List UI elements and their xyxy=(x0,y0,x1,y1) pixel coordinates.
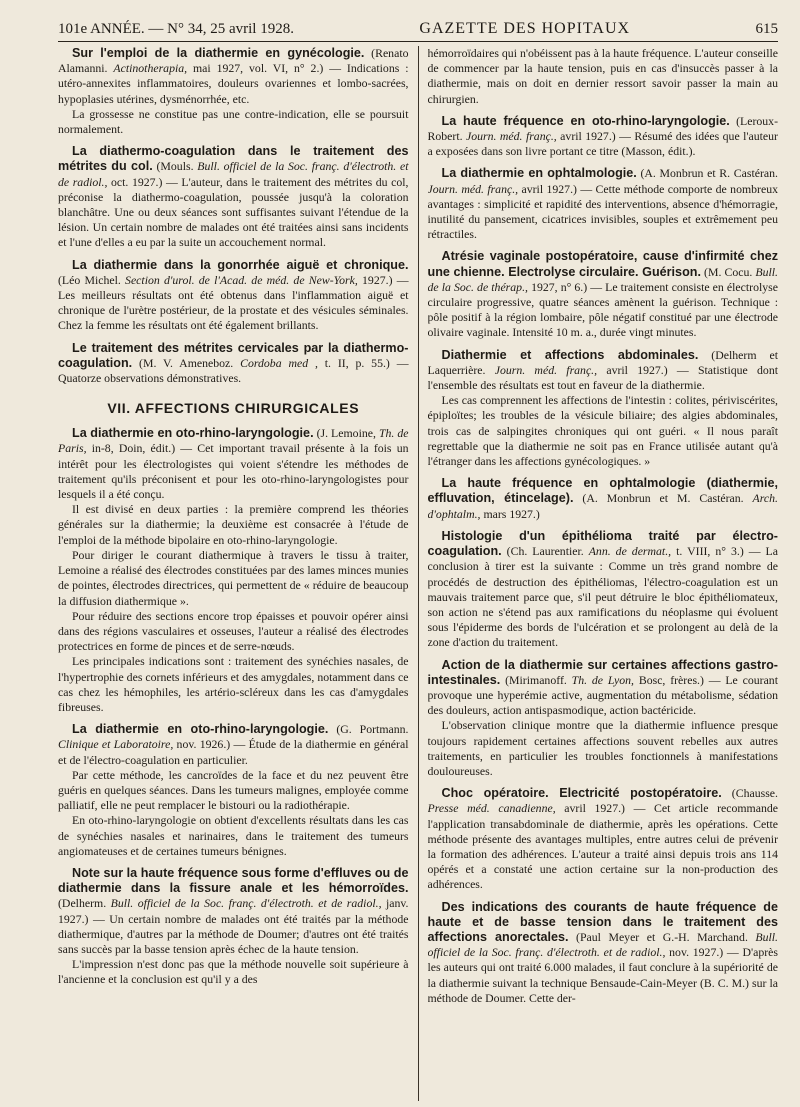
article-reference: (Paul Meyer et G.-H. Marchand. xyxy=(568,929,756,944)
article-title: La diathermie en ophtalmologie. xyxy=(441,166,637,181)
article-summary: 1927.) — Les meilleurs résultats ont été obtenus dans l'inflammation aiguë et chronique de l'urètre postérieur, de la prostate et des vésicules séminales. Chez la femme les résultats ont été également brillants. xyxy=(58,272,409,333)
article-summary: avril 1927.) — Cet article recommande l'application transabdominale de diathermie, après les opérations. Cette méthode présente des avantages multiples, entre autres celui de prévenir la formation des adhérences. L'auteur a traité ainsi depuis trois ans 114 opérés et a constaté une action certaine sur la non-production des adhérences. xyxy=(427,801,778,892)
article-title: La diathermo-coagulation dans le traitement des métrites du col. xyxy=(58,144,409,174)
article-source: Journ. méd. franç., xyxy=(494,362,598,377)
article-summary: 1927, n° 6.) — Le traitement consiste en électrolyse circulaire progressive, quatre séances amènent la guérison. Technique : pôle positif à la région lombaire, pôle négatif constitué par une électrode olivaire vaginale. Intensité 10 m. a., durée vingt minutes. xyxy=(427,279,778,340)
article-title: Sur l'emploi de la diathermie en gynécologie. xyxy=(72,46,365,60)
article-source: Ann. de dermat., xyxy=(588,544,672,559)
article-entry xyxy=(428,786,779,892)
article-summary: nov. 1926.) — Étude de la diathermie en général et de l'électro-coagulation en particulier. xyxy=(58,737,409,767)
article-entry xyxy=(428,249,779,340)
article-entry xyxy=(58,426,409,502)
article-summary: nov. 1927.) — D'après les auteurs qui ont traité 6.000 malades, il faut conclure à la supériorité de la diathermie suivant la technique Bensaude-Cain-Meyer (B. C. M.) sur la méthode de Doumer. Cette der- xyxy=(427,945,778,1005)
article-title: Action de la diathermie sur certaines affections gastro-intestinales. xyxy=(427,657,778,687)
article-source: Bull. officiel de la Soc. franç. d'électroth. et de radiol., xyxy=(427,929,778,960)
continued-paragraph: hémorroïdaires qui n'obéissent pas à la haute fréquence. L'auteur conseille de commencer par la haute tension, puis en cas d'insuccès passer à la diathermie, mais on doit en dernier ressort savoir passer la main au chirurgien. xyxy=(427,46,778,106)
article-source: Th. de Paris, xyxy=(58,426,409,456)
article-title: Le traitement des métrites cervicales par la diathermo-coagulation. xyxy=(58,340,409,370)
article-entry xyxy=(58,144,409,250)
article-summary: oct. 1927.) — L'auteur, dans le traitement des métrites du col, préconise la diathermo-coagulation, poussée jusqu'à la coloration blanchâtre. Une ou deux séances sont suffisantes suivant l'étendue de la lésion. Un certain nombre de malades ont été traitées ainsi sans incidents et l'une d'elles a eu par la suite un accouchement normal. xyxy=(58,174,409,250)
article-source: Actinotherapia, xyxy=(113,61,188,76)
article-entry xyxy=(58,258,409,334)
article-reference: (Delherm et Laquerrière. xyxy=(427,347,778,377)
article-title: La haute fréquence en ophtalmologie (diathermie, effluvation, étincelage). xyxy=(427,476,778,506)
article-summary: t. VIII, n° 3.) — La conclusion à tirer est la suivante : Comme un très grand nombre de procédés de destruction des épithéliomas, l'électro-coagulation est un mauvais traitement parce que, s'il peut détruire le bloc épithéliomateux, son action ne s'étend pas aux ramifications du néoplasme qui évoluent sous l'épiderme des bords de l'ulcération et se prolongent au delà de la zone d'action du traitement. xyxy=(427,544,778,650)
article-summary: janv. 1927.) — Un certain nombre de malades ont été traités par la méthode diathermique, d'autres par la méthode de Doumer; d'autres ont été traités sans succès par la basse tension après échec de la haute tension. xyxy=(58,896,409,956)
body-paragraph: Pour réduire des sections encore trop épaisses et pouvoir opérer ainsi dans des régions vasculaires et osseuses, l'auteur a réalisé des électrodes protectrices en forme de pinces et de serre-nœuds. xyxy=(58,608,409,654)
article-reference: (A. Monbrun et R. Castéran. xyxy=(636,166,778,181)
body-paragraph: En oto-rhino-laryngologie on obtient d'excellents résultats dans les cas de synéchies nasales et narinaires, dans le traitement des tumeurs angiomateuses et de certaines tumeurs bénignes. xyxy=(58,813,409,858)
article-summary: avril 1927.) — Résumé des idées que l'auteur a exposées dans son livre portant ce titre (Masson, édit.). xyxy=(427,129,778,159)
article-title: La diathermie en oto-rhino-laryngologie. xyxy=(72,722,329,737)
text-columns xyxy=(58,46,778,1101)
article-title: Atrésie vaginale postopératoire, cause d'infirmité chez une chienne. Electrolyse circulaire. Guérison. xyxy=(427,249,778,279)
right-column xyxy=(428,46,779,1101)
article-source: Clinique et Laboratoire, xyxy=(58,737,174,752)
article-entry xyxy=(428,348,779,394)
article-source: Section d'urol. de l'Acad. de méd. de New-York, xyxy=(125,272,358,287)
article-title: La haute fréquence en oto-rhino-laryngologie. xyxy=(441,113,730,128)
body-paragraph: L'impression n'est donc pas que la méthode nouvelle soit supérieure à l'ancienne et la conclusion est qu'il y a des xyxy=(58,957,409,987)
article-reference: (Mouls. xyxy=(152,159,198,174)
body-paragraph: La grossesse ne constitue pas une contre-indication, elle se poursuit normalement. xyxy=(58,106,409,137)
article-reference: (Chausse. xyxy=(721,786,778,801)
section-heading: VII. AFFECTIONS CHIRURGICALES xyxy=(107,400,360,417)
article-reference: (G. Portmann. xyxy=(328,722,409,737)
article-entry xyxy=(428,114,779,160)
article-reference: (Ch. Laurentier. xyxy=(501,544,589,559)
article-reference: (J. Lemoine, xyxy=(313,426,379,441)
article-source: Cordoba med , xyxy=(240,355,318,370)
article-source: Presse méd. canadienne, xyxy=(427,801,556,816)
body-paragraph: Les cas comprennent les affections de l'intestin : colites, périviscérites, épiploïtes; les troubles de la vésicule biliaire; des algies abdominales, trois cas de salpingites chroniques qui ont guéri. « Il nous paraît regrettable que la diathermie ne soit pas en France utilisée autant qu'à l'étranger dans les affections gynécologiques. » xyxy=(427,393,778,469)
article-source: Journ. méd. franç., xyxy=(466,129,557,144)
article-entry xyxy=(58,341,409,387)
article-entry xyxy=(428,476,779,522)
journal-title: GAZETTE DES HOPITAUX xyxy=(419,20,631,37)
article-reference: (A. Monbrun et M. Castéran. xyxy=(573,491,753,506)
article-summary: avril 1927.) — Statistique dont l'ensemble des résultats est tout en faveur de la diathermie. xyxy=(427,362,778,393)
body-paragraph: Les principales indications sont : traitement des synéchies nasales, de l'hypertrophie des cornets inférieurs et des amygdales, notamment dans ce cas chez les hémophiles, les artério-scléreux dans les cas d'amygdales fibreuses. xyxy=(58,654,409,714)
article-title: Des indications des courants de haute fréquence de haute et de basse tension dans le traitement des affections anorectales. xyxy=(427,899,778,944)
article-entry xyxy=(58,866,409,957)
article-summary: t. II, p. 55.) — Quatorze observations démonstratives. xyxy=(58,355,409,386)
article-summary: Bosc, frères.) — Le courant provoque une hyperémie active, augmentation du métabolisme, sédation des douleurs, action antispasmodique, action bactéricide. xyxy=(427,672,778,718)
page-number: 615 xyxy=(755,21,778,37)
left-column xyxy=(58,46,409,1101)
article-reference: (Léo Michel. xyxy=(58,272,126,287)
article-source: Bull. officiel de la Soc. franç. d'électroth. et de radiol., xyxy=(58,159,409,189)
article-reference: (Mirimanoff. xyxy=(500,672,572,687)
article-source: Bull. de la Soc. de thérap., xyxy=(427,264,778,294)
article-title: La diathermie en oto-rhino-laryngologie. xyxy=(72,426,314,441)
article-title: La diathermie dans la gonorrhée aiguë et chronique. xyxy=(72,257,409,272)
article-reference: (Renato Alamanni. xyxy=(58,46,409,76)
article-entry xyxy=(58,46,409,107)
article-summary: avril 1927.) — Cette méthode comporte de nombreux avantages : simplicité et rapidité des interventions, absence d'hémorragie, inutilité du pansement, cicatrices invisibles, souples et extrêmement peu rétractiles. xyxy=(427,181,778,242)
article-source: Journ. méd. franç., xyxy=(427,181,519,196)
body-paragraph: Pour diriger le courant diathermique à travers le tissu à traiter, Lemoine a réalisé des électrodes constituées par des lames minces munies de pointes, électrodes directrices, qui permettent de « réduire de beaucoup la diffusion diathermique ». xyxy=(58,547,409,608)
article-summary: mars 1927.) xyxy=(480,506,540,521)
article-reference: (M. V. Ameneboz. xyxy=(132,355,241,370)
article-entry xyxy=(428,658,779,719)
article-entry xyxy=(428,166,779,242)
column-divider xyxy=(418,46,419,1101)
article-title: Histologie d'un épithélioma traité par électro-coagulation. xyxy=(427,528,778,559)
article-summary: in-8, Doin, édit.) — Cet important travail présente à la fois un intérêt pour les électrologistes qui voient s'étendre les méthodes de traitement qu'ils préconisent et pour les oto-rhino-laryngologistes pour lesquels il a été conçu. xyxy=(58,441,409,502)
article-source: Arch. d'ophtalm., xyxy=(427,491,778,521)
article-entry xyxy=(428,900,779,1006)
body-paragraph: L'observation clinique montre que la diathermie influence presque toujours rapidement certaines affections souvent rebelles aux autres traitements, en particulier les troubles fonctionnels à manifestations douloureuses. xyxy=(427,718,778,778)
body-paragraph: Par cette méthode, les cancroïdes de la face et du nez peuvent être guéris en quelques séances. Dans les tumeurs malignes, employée comme palliatif, elle ne peut remplacer le bistouri ou la radiothérapie. xyxy=(58,767,409,813)
article-title: Diathermie et affections abdominales. xyxy=(441,347,699,362)
article-source: Bull. officiel de la Soc. franç. d'électroth. et de radiol., xyxy=(110,896,382,911)
article-reference: (Leroux-Robert. xyxy=(427,113,778,144)
article-title: Note sur la haute fréquence sous forme d'effluves ou de diathermie dans la fissure anale et les hémorroïdes. xyxy=(58,865,409,896)
article-entry xyxy=(428,529,779,651)
article-summary: mai 1927, vol. VI, n° 2.) — Indications : utéro-annexites inflammatoires, douleurs ovariennes et lombo-sacrées, hypoplasies utérines, dysménorrhée, etc. xyxy=(58,61,409,106)
article-source: Th. de Lyon, xyxy=(571,672,635,687)
article-reference: (Delherm. xyxy=(58,896,111,911)
page-header xyxy=(58,12,778,42)
article-reference: (M. Cocu. xyxy=(700,264,756,279)
body-paragraph: Il est divisé en deux parties : la première comprend les théories générales sur la diathermie; la deuxième est consacrée à l'étude de l'emploi de la méthode bipolaire en oto-rhino-laryngologie. xyxy=(58,502,409,547)
header-issue: 101e ANNÉE. — N° 34, 25 avril 1928. xyxy=(58,21,294,37)
article-entry xyxy=(58,722,409,768)
article-title: Choc opératoire. Electricité postopératoire. xyxy=(441,786,722,801)
